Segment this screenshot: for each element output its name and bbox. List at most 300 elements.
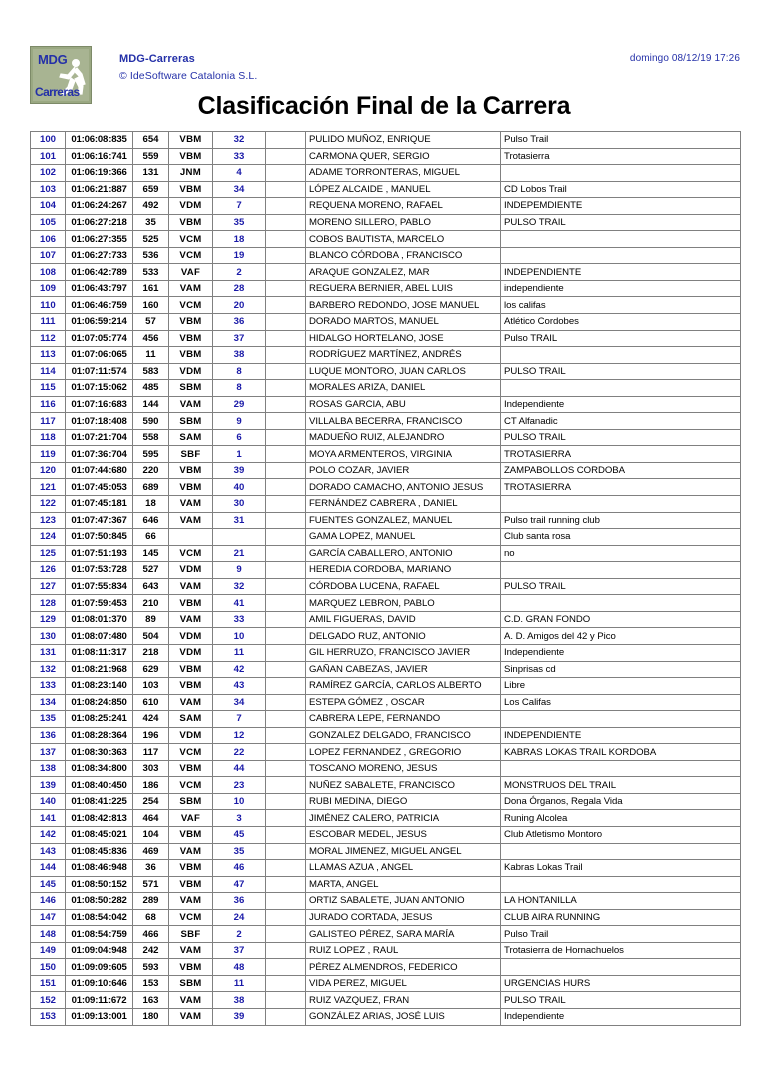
cell-spacer (266, 992, 306, 1009)
cell-club: Pulso Trail (501, 926, 741, 943)
cell-time: 01:07:53:728 (66, 562, 133, 579)
cell-club: TROTASIERRA (501, 479, 741, 496)
cell-club: INDEPENDIENTE (501, 727, 741, 744)
cell-category: SAM (169, 711, 213, 728)
cell-club: Club santa rosa (501, 529, 741, 546)
cell-club (501, 595, 741, 612)
cell-time: 01:06:16:741 (66, 148, 133, 165)
cell-position: 153 (31, 1008, 66, 1025)
cell-category-position: 33 (213, 148, 266, 165)
cell-bib: 104 (133, 826, 169, 843)
cell-bib: 492 (133, 198, 169, 215)
cell-category-position: 47 (213, 876, 266, 893)
cell-club: INDEPEMDIENTE (501, 198, 741, 215)
cell-runner-name: JURADO CORTADA, JESUS (306, 909, 501, 926)
cell-time: 01:08:40:450 (66, 777, 133, 794)
cell-spacer (266, 545, 306, 562)
cell-bib: 103 (133, 678, 169, 695)
cell-time: 01:08:34:800 (66, 760, 133, 777)
cell-club: PULSO TRAIL (501, 578, 741, 595)
cell-runner-name: RUIZ LOPEZ , RAUL (306, 942, 501, 959)
cell-bib: 469 (133, 843, 169, 860)
cell-category: VAM (169, 280, 213, 297)
cell-category-position: 38 (213, 992, 266, 1009)
cell-category: VAM (169, 1008, 213, 1025)
cell-position: 141 (31, 810, 66, 827)
cell-spacer (266, 959, 306, 976)
cell-club (501, 247, 741, 264)
cell-category-position: 43 (213, 678, 266, 695)
cell-time: 01:07:16:683 (66, 396, 133, 413)
cell-spacer (266, 165, 306, 182)
cell-spacer (266, 280, 306, 297)
cell-club (501, 959, 741, 976)
cell-position: 103 (31, 181, 66, 198)
cell-category: VBM (169, 661, 213, 678)
cell-runner-name: JIMÉNEZ CALERO, PATRICIA (306, 810, 501, 827)
cell-bib: 504 (133, 628, 169, 645)
cell-bib: 654 (133, 132, 169, 149)
cell-position: 102 (31, 165, 66, 182)
cell-category-position: 7 (213, 711, 266, 728)
cell-time: 01:08:21:968 (66, 661, 133, 678)
table-row (31, 280, 741, 297)
cell-bib: 466 (133, 926, 169, 943)
cell-spacer (266, 860, 306, 877)
cell-club: no (501, 545, 741, 562)
cell-club (501, 760, 741, 777)
cell-time: 01:08:41:225 (66, 793, 133, 810)
cell-runner-name: DELGADO RUZ, ANTONIO (306, 628, 501, 645)
cell-club (501, 496, 741, 513)
cell-club: CT Alfanadic (501, 413, 741, 430)
cell-position: 132 (31, 661, 66, 678)
table-row (31, 462, 741, 479)
table-row (31, 578, 741, 595)
cell-spacer (266, 611, 306, 628)
cell-category: VAM (169, 694, 213, 711)
cell-category: VCM (169, 744, 213, 761)
cell-category-position: 31 (213, 512, 266, 529)
cell-category: VAF (169, 810, 213, 827)
cell-category-position: 10 (213, 793, 266, 810)
cell-time: 01:06:42:789 (66, 264, 133, 281)
cell-position: 136 (31, 727, 66, 744)
cell-bib: 196 (133, 727, 169, 744)
cell-time: 01:07:50:845 (66, 529, 133, 546)
cell-runner-name: COBOS BAUTISTA, MARCELO (306, 231, 501, 248)
table-row (31, 843, 741, 860)
brand-name: MDG-Carreras (119, 53, 195, 65)
table-row (31, 711, 741, 728)
cell-spacer (266, 214, 306, 231)
table-row (31, 777, 741, 794)
cell-category-position: 6 (213, 429, 266, 446)
cell-spacer (266, 777, 306, 794)
cell-runner-name: ROSAS GARCIA, ABU (306, 396, 501, 413)
cell-bib: 583 (133, 363, 169, 380)
cell-time: 01:06:43:797 (66, 280, 133, 297)
cell-runner-name: LUQUE MONTORO, JUAN CARLOS (306, 363, 501, 380)
cell-position: 120 (31, 462, 66, 479)
cell-category: SBM (169, 380, 213, 397)
cell-spacer (266, 942, 306, 959)
cell-spacer (266, 462, 306, 479)
cell-runner-name: PULIDO MUÑOZ, ENRIQUE (306, 132, 501, 149)
cell-category: JNM (169, 165, 213, 182)
cell-category: VAM (169, 893, 213, 910)
cell-position: 113 (31, 347, 66, 364)
cell-category-position: 37 (213, 942, 266, 959)
cell-position: 128 (31, 595, 66, 612)
cell-runner-name: MARTA, ANGEL (306, 876, 501, 893)
cell-category: VBM (169, 959, 213, 976)
cell-bib: 558 (133, 429, 169, 446)
cell-time: 01:07:05:774 (66, 330, 133, 347)
cell-spacer (266, 363, 306, 380)
cell-position: 108 (31, 264, 66, 281)
cell-time: 01:07:51:193 (66, 545, 133, 562)
table-row (31, 860, 741, 877)
cell-spacer (266, 413, 306, 430)
cell-runner-name: ARAQUE GONZALEZ, MAR (306, 264, 501, 281)
cell-spacer (266, 181, 306, 198)
cell-time: 01:08:01:370 (66, 611, 133, 628)
cell-spacer (266, 132, 306, 149)
cell-time: 01:07:15:062 (66, 380, 133, 397)
cell-position: 150 (31, 959, 66, 976)
cell-bib: 117 (133, 744, 169, 761)
brand-block (119, 52, 257, 83)
cell-club: Independiente (501, 644, 741, 661)
cell-spacer (266, 247, 306, 264)
cell-runner-name: GAÑAN CABEZAS, JAVIER (306, 661, 501, 678)
cell-bib: 36 (133, 860, 169, 877)
cell-position: 137 (31, 744, 66, 761)
table-row (31, 661, 741, 678)
cell-category-position: 10 (213, 628, 266, 645)
report-date: domingo 08/12/19 17:26 (629, 53, 740, 64)
cell-bib: 220 (133, 462, 169, 479)
cell-category-position: 40 (213, 479, 266, 496)
cell-spacer (266, 876, 306, 893)
cell-category: VAM (169, 512, 213, 529)
cell-position: 145 (31, 876, 66, 893)
table-row (31, 512, 741, 529)
cell-category-position: 12 (213, 727, 266, 744)
cell-spacer (266, 148, 306, 165)
cell-position: 129 (31, 611, 66, 628)
cell-club (501, 165, 741, 182)
cell-category: VBM (169, 860, 213, 877)
cell-spacer (266, 446, 306, 463)
table-row (31, 628, 741, 645)
cell-category-position: 42 (213, 661, 266, 678)
cell-runner-name: ORTIZ SABALETE, JUAN ANTONIO (306, 893, 501, 910)
cell-bib: 610 (133, 694, 169, 711)
cell-position: 106 (31, 231, 66, 248)
cell-category-position: 33 (213, 611, 266, 628)
cell-position: 142 (31, 826, 66, 843)
cell-position: 144 (31, 860, 66, 877)
cell-bib: 590 (133, 413, 169, 430)
table-row (31, 1008, 741, 1025)
table-row (31, 793, 741, 810)
cell-position: 100 (31, 132, 66, 149)
cell-category-position: 29 (213, 396, 266, 413)
cell-runner-name: GAMA LOPEZ, MANUEL (306, 529, 501, 546)
cell-spacer (266, 644, 306, 661)
cell-category: SAM (169, 429, 213, 446)
cell-position: 138 (31, 760, 66, 777)
cell-category: SBM (169, 975, 213, 992)
cell-bib: 525 (133, 231, 169, 248)
cell-category-position: 9 (213, 562, 266, 579)
table-row (31, 380, 741, 397)
cell-spacer (266, 628, 306, 645)
cell-runner-name: ESCOBAR MEDEL, JESUS (306, 826, 501, 843)
cell-category: VBM (169, 595, 213, 612)
cell-category (169, 529, 213, 546)
cell-spacer (266, 711, 306, 728)
cell-time: 01:06:27:733 (66, 247, 133, 264)
cell-time: 01:06:59:214 (66, 314, 133, 331)
table-row (31, 396, 741, 413)
cell-position: 143 (31, 843, 66, 860)
cell-spacer (266, 198, 306, 215)
cell-category: VBM (169, 330, 213, 347)
cell-time: 01:08:50:152 (66, 876, 133, 893)
table-row (31, 694, 741, 711)
cell-time: 01:07:36:704 (66, 446, 133, 463)
cell-runner-name: FUENTES GONZALEZ, MANUEL (306, 512, 501, 529)
cell-spacer (266, 429, 306, 446)
cell-spacer (266, 347, 306, 364)
cell-category: VBM (169, 876, 213, 893)
cell-runner-name: CABRERA LEPE, FERNANDO (306, 711, 501, 728)
cell-runner-name: ADAME TORRONTERAS, MIGUEL (306, 165, 501, 182)
cell-category-position: 11 (213, 975, 266, 992)
table-row (31, 231, 741, 248)
table-row (31, 264, 741, 281)
cell-time: 01:08:30:363 (66, 744, 133, 761)
logo-mdg-text: MDG (38, 52, 68, 67)
cell-time: 01:08:25:241 (66, 711, 133, 728)
cell-bib: 89 (133, 611, 169, 628)
cell-category: VCM (169, 545, 213, 562)
cell-category-position: 2 (213, 926, 266, 943)
cell-spacer (266, 727, 306, 744)
cell-club: Kabras Lokas Trail (501, 860, 741, 877)
table-row (31, 247, 741, 264)
cell-bib: 144 (133, 396, 169, 413)
cell-runner-name: FERNÁNDEZ CABRERA , DANIEL (306, 496, 501, 513)
cell-time: 01:08:28:364 (66, 727, 133, 744)
table-row (31, 942, 741, 959)
cell-time: 01:07:59:453 (66, 595, 133, 612)
cell-bib: 289 (133, 893, 169, 910)
cell-spacer (266, 396, 306, 413)
cell-runner-name: ESTEPA GÓMEZ , OSCAR (306, 694, 501, 711)
cell-category-position: 11 (213, 644, 266, 661)
cell-bib: 68 (133, 909, 169, 926)
cell-time: 01:07:44:680 (66, 462, 133, 479)
cell-club: Independiente (501, 1008, 741, 1025)
cell-position: 124 (31, 529, 66, 546)
cell-bib: 643 (133, 578, 169, 595)
cell-category-position: 4 (213, 165, 266, 182)
cell-club: INDEPENDIENTE (501, 264, 741, 281)
cell-time: 01:06:21:887 (66, 181, 133, 198)
cell-time: 01:07:47:367 (66, 512, 133, 529)
cell-club: A. D. Amigos del 42 y Pico (501, 628, 741, 645)
cell-spacer (266, 380, 306, 397)
cell-time: 01:09:13:001 (66, 1008, 133, 1025)
cell-club: Sinprisas cd (501, 661, 741, 678)
cell-spacer (266, 314, 306, 331)
cell-bib: 131 (133, 165, 169, 182)
cell-bib: 527 (133, 562, 169, 579)
cell-category: VDM (169, 628, 213, 645)
cell-time: 01:08:54:042 (66, 909, 133, 926)
cell-position: 117 (31, 413, 66, 430)
cell-time: 01:08:46:948 (66, 860, 133, 877)
cell-runner-name: DORADO CAMACHO, ANTONIO JESUS (306, 479, 501, 496)
cell-spacer (266, 694, 306, 711)
cell-bib: 571 (133, 876, 169, 893)
cell-club (501, 843, 741, 860)
cell-runner-name: MORALES ARIZA, DANIEL (306, 380, 501, 397)
cell-club: Pulso trail running club (501, 512, 741, 529)
cell-spacer (266, 826, 306, 843)
cell-bib: 533 (133, 264, 169, 281)
cell-category: VCM (169, 231, 213, 248)
table-row (31, 314, 741, 331)
cell-category: VCM (169, 909, 213, 926)
table-row (31, 545, 741, 562)
table-row (31, 330, 741, 347)
cell-position: 134 (31, 694, 66, 711)
cell-club (501, 380, 741, 397)
cell-position: 115 (31, 380, 66, 397)
cell-spacer (266, 909, 306, 926)
cell-runner-name: POLO COZAR, JAVIER (306, 462, 501, 479)
cell-category: SBM (169, 413, 213, 430)
cell-position: 122 (31, 496, 66, 513)
cell-time: 01:07:45:181 (66, 496, 133, 513)
cell-category-position: 36 (213, 893, 266, 910)
cell-spacer (266, 496, 306, 513)
cell-category: VCM (169, 247, 213, 264)
cell-time: 01:08:42:813 (66, 810, 133, 827)
cell-club: CD Lobos Trail (501, 181, 741, 198)
cell-category-position: 3 (213, 810, 266, 827)
cell-club: Trotasierra de Hornachuelos (501, 942, 741, 959)
cell-bib: 186 (133, 777, 169, 794)
cell-category: SBF (169, 446, 213, 463)
cell-category-position: 39 (213, 462, 266, 479)
cell-category: VAM (169, 992, 213, 1009)
table-row (31, 644, 741, 661)
cell-runner-name: HIDALGO HORTELANO, JOSE (306, 330, 501, 347)
cell-club: TROTASIERRA (501, 446, 741, 463)
cell-bib: 456 (133, 330, 169, 347)
cell-position: 146 (31, 893, 66, 910)
cell-position: 127 (31, 578, 66, 595)
table-row (31, 198, 741, 215)
cell-category: VBM (169, 314, 213, 331)
cell-spacer (266, 793, 306, 810)
table-row (31, 413, 741, 430)
cell-club: MONSTRUOS DEL TRAIL (501, 777, 741, 794)
cell-category-position: 23 (213, 777, 266, 794)
cell-runner-name: RODRÍGUEZ MARTÍNEZ, ANDRÉS (306, 347, 501, 364)
cell-bib: 145 (133, 545, 169, 562)
cell-club: ZAMPABOLLOS CORDOBA (501, 462, 741, 479)
cell-category: VBM (169, 181, 213, 198)
cell-category: VBM (169, 214, 213, 231)
cell-category-position: 28 (213, 280, 266, 297)
cell-category-position: 8 (213, 363, 266, 380)
cell-time: 01:06:19:366 (66, 165, 133, 182)
cell-position: 121 (31, 479, 66, 496)
table-row (31, 297, 741, 314)
cell-bib: 646 (133, 512, 169, 529)
cell-category-position: 8 (213, 380, 266, 397)
cell-time: 01:08:24:850 (66, 694, 133, 711)
cell-position: 107 (31, 247, 66, 264)
cell-time: 01:07:06:065 (66, 347, 133, 364)
table-row (31, 496, 741, 513)
cell-bib: 559 (133, 148, 169, 165)
cell-club: Trotasierra (501, 148, 741, 165)
cell-club (501, 562, 741, 579)
cell-category-position: 2 (213, 264, 266, 281)
cell-bib: 659 (133, 181, 169, 198)
cell-position: 130 (31, 628, 66, 645)
cell-time: 01:06:27:355 (66, 231, 133, 248)
cell-position: 119 (31, 446, 66, 463)
cell-runner-name: TOSCANO MORENO, JESUS (306, 760, 501, 777)
table-row (31, 479, 741, 496)
cell-position: 131 (31, 644, 66, 661)
cell-time: 01:09:11:672 (66, 992, 133, 1009)
cell-time: 01:06:24:267 (66, 198, 133, 215)
cell-runner-name: CARMONA QUER, SERGIO (306, 148, 501, 165)
cell-category: VBM (169, 760, 213, 777)
cell-runner-name: HEREDIA CORDOBA, MARIANO (306, 562, 501, 579)
cell-bib: 424 (133, 711, 169, 728)
cell-spacer (266, 297, 306, 314)
cell-position: 118 (31, 429, 66, 446)
cell-club: PULSO TRAIL (501, 992, 741, 1009)
cell-club: Pulso Trail (501, 132, 741, 149)
cell-time: 01:06:08:835 (66, 132, 133, 149)
table-row (31, 893, 741, 910)
cell-position: 125 (31, 545, 66, 562)
cell-position: 152 (31, 992, 66, 1009)
cell-spacer (266, 1008, 306, 1025)
cell-runner-name: GIL HERRUZO, FRANCISCO JAVIER (306, 644, 501, 661)
cell-position: 105 (31, 214, 66, 231)
cell-spacer (266, 810, 306, 827)
cell-runner-name: REGUERA BERNIER, ABEL LUIS (306, 280, 501, 297)
table-row (31, 992, 741, 1009)
cell-bib: 11 (133, 347, 169, 364)
cell-category-position: 37 (213, 330, 266, 347)
cell-category-position: 39 (213, 1008, 266, 1025)
cell-category-position: 35 (213, 214, 266, 231)
